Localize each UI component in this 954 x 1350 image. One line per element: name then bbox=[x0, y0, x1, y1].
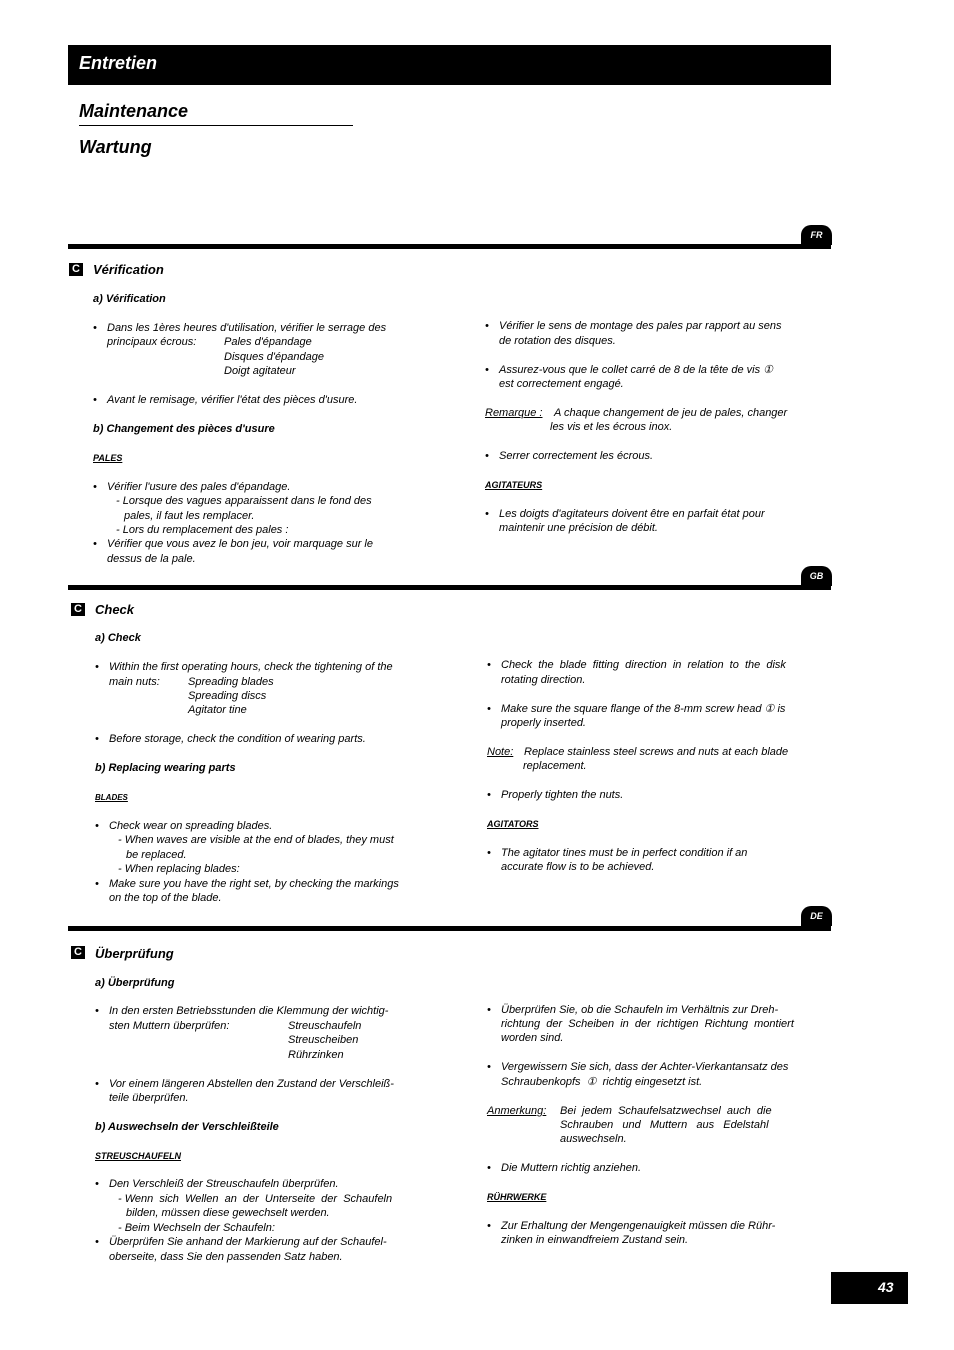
text-line: accurate flow is to be achieved. bbox=[501, 861, 655, 873]
bullet: • bbox=[95, 1178, 99, 1190]
text-line: principaux écrous: bbox=[107, 336, 197, 348]
section-title-gb: Check bbox=[95, 602, 135, 617]
text-line: Schrauben und Muttern aus Edelstahl bbox=[560, 1119, 769, 1131]
bullet: • bbox=[487, 1061, 491, 1073]
text-line: est correctement engagé. bbox=[499, 378, 624, 390]
text-line: properly inserted. bbox=[501, 717, 586, 729]
bullet: • bbox=[485, 320, 489, 332]
text-line: Dans les 1ères heures d'utilisation, vérifier le serrage des bbox=[107, 322, 387, 334]
list-item: Pales d'épandage bbox=[224, 336, 312, 348]
text-line: Within the first operating hours, check the tightening of the bbox=[109, 661, 393, 673]
figure-letter-badge: C bbox=[69, 263, 83, 276]
list-item: Rührzinken bbox=[288, 1049, 344, 1061]
small-caps-heading: STREUSCHAUFELN bbox=[95, 1151, 182, 1161]
bullet: • bbox=[485, 508, 489, 520]
list-item: Spreading discs bbox=[188, 690, 267, 702]
text-line: sten Muttern überprüfen: bbox=[109, 1020, 230, 1032]
small-caps-heading: PALES bbox=[93, 453, 123, 463]
text-line: Zur Erhaltung der Mengengenauigkeit müssen die Rühr- bbox=[501, 1220, 776, 1232]
text-line: Assurez-vous que le collet carré de 8 de la tête de vis ① bbox=[499, 364, 774, 376]
section-title-de: Überprüfung bbox=[95, 946, 174, 961]
language-tab-gb: GB bbox=[801, 566, 832, 586]
small-caps-heading: RÜHRWERKE bbox=[487, 1192, 547, 1202]
small-caps-heading: AGITATEURS bbox=[485, 480, 543, 490]
text-line: Les doigts d'agitateurs doivent être en parfait état pour bbox=[499, 508, 765, 520]
text-line: Vor einem längeren Abstellen den Zustand der Verschleiß- bbox=[109, 1078, 394, 1090]
text-line: In den ersten Betriebsstunden die Klemmung der wichtig- bbox=[109, 1005, 389, 1017]
subheading: b) Changement des pièces d'usure bbox=[93, 423, 275, 435]
bullet: • bbox=[487, 659, 491, 671]
text-line: rotating direction. bbox=[501, 674, 586, 686]
list-item: Agitator tine bbox=[188, 704, 247, 716]
bullet: • bbox=[93, 394, 97, 406]
list-item: Streuscheiben bbox=[288, 1034, 359, 1046]
text-line: Replace stainless steel screws and nuts at each blade bbox=[524, 746, 789, 758]
text-line: Die Muttern richtig anziehen. bbox=[501, 1162, 642, 1174]
text-line: Vérifier l'usure des pales d'épandage. bbox=[107, 481, 291, 493]
subheading: a) Check bbox=[95, 632, 141, 644]
bullet: • bbox=[93, 322, 97, 334]
text-line: Überprüfen Sie anhand der Markierung auf der Schaufel- bbox=[109, 1236, 387, 1248]
list-item: Spreading blades bbox=[188, 676, 274, 688]
text-line: Serrer correctement les écrous. bbox=[499, 450, 654, 462]
text-line: replacement. bbox=[523, 760, 587, 772]
bullet: • bbox=[487, 1162, 491, 1174]
section-divider-fr bbox=[68, 244, 831, 249]
text-line: maintenir une précision de débit. bbox=[499, 522, 658, 534]
text-line: Den Verschleiß der Streuschaufeln überprüfen. bbox=[109, 1178, 339, 1190]
note-label: Anmerkung: bbox=[487, 1105, 547, 1117]
text-line: The agitator tines must be in perfect condition if an bbox=[501, 847, 748, 859]
text-line: richtung der Scheiben in der richtigen Richtung montiert bbox=[501, 1018, 794, 1030]
text-line: Check wear on spreading blades. bbox=[109, 820, 273, 832]
header-bar bbox=[68, 45, 831, 85]
text-line: A chaque changement de jeu de pales, changer bbox=[554, 407, 788, 419]
list-item: Doigt agitateur bbox=[224, 365, 296, 377]
subheading: b) Auswechseln der Verschleißteile bbox=[95, 1121, 279, 1133]
bullet: • bbox=[487, 789, 491, 801]
text-line: auswechseln. bbox=[560, 1133, 627, 1145]
text-line: dessus de la pale. bbox=[107, 553, 196, 565]
small-caps-heading: BLADES bbox=[95, 793, 128, 802]
text-line: les vis et les écrous inox. bbox=[550, 421, 673, 433]
bullet: • bbox=[95, 1005, 99, 1017]
text-line: on the top of the blade. bbox=[109, 892, 222, 904]
section-title-fr: Vérification bbox=[93, 262, 164, 277]
bullet: • bbox=[93, 481, 97, 493]
text-line: Check the blade fitting direction in relation to the disk bbox=[501, 659, 786, 671]
list-item: Streuschaufeln bbox=[288, 1020, 362, 1032]
text-line: - Beim Wechseln der Schaufeln: bbox=[118, 1222, 275, 1234]
subtitle-gb: Maintenance bbox=[79, 101, 189, 121]
text-line: Make sure you have the right set, by checking the markings bbox=[109, 878, 399, 890]
bullet: • bbox=[95, 733, 99, 745]
text-line: Make sure the square flange of the 8-mm screw head ① is bbox=[501, 703, 786, 715]
note-label: Note: bbox=[487, 746, 514, 758]
text-line: de rotation des disques. bbox=[499, 335, 616, 347]
text-line: bilden, müssen diese gewechselt werden. bbox=[126, 1207, 330, 1219]
bullet: • bbox=[487, 1004, 491, 1016]
text-line: Vérifier que vous avez le bon jeu, voir marquage sur le bbox=[107, 538, 373, 550]
bullet: • bbox=[95, 1236, 99, 1248]
bullet: • bbox=[95, 1078, 99, 1090]
text-line: Bei jedem Schaufelsatzwechsel auch die bbox=[560, 1105, 772, 1117]
text-line: zinken in einwandfreiem Zustand sein. bbox=[501, 1234, 689, 1246]
language-tab-fr: FR bbox=[801, 225, 832, 245]
text-line: Properly tighten the nuts. bbox=[501, 789, 624, 801]
bullet: • bbox=[95, 878, 99, 890]
subheading: a) Überprüfung bbox=[95, 977, 175, 989]
bullet: • bbox=[487, 1220, 491, 1232]
small-caps-heading: AGITATORS bbox=[487, 819, 539, 829]
bullet: • bbox=[487, 703, 491, 715]
language-tab-de: DE bbox=[801, 906, 832, 926]
text-line: Vérifier le sens de montage des pales par rapport au sens bbox=[499, 320, 782, 332]
text-line: oberseite, dass Sie den passenden Satz haben. bbox=[109, 1251, 343, 1263]
page-number-box bbox=[831, 1272, 908, 1304]
subtitle-de: Wartung bbox=[79, 137, 152, 157]
bullet: • bbox=[95, 661, 99, 673]
subheading: a) Vérification bbox=[93, 293, 166, 305]
text-line: be replaced. bbox=[126, 849, 187, 861]
text-line: Schraubenkopfs ① richtig eingesetzt ist. bbox=[501, 1076, 703, 1088]
text-line: Before storage, check the condition of wearing parts. bbox=[109, 733, 366, 745]
figure-letter-badge: C bbox=[71, 603, 85, 616]
page-number: 43 bbox=[878, 1279, 894, 1295]
note-label: Remarque : bbox=[485, 407, 543, 419]
text-line: - When waves are visible at the end of blades, they must bbox=[118, 834, 394, 846]
text-line: pales, il faut les remplacer. bbox=[124, 510, 255, 522]
bullet: • bbox=[93, 538, 97, 550]
text-line: worden sind. bbox=[501, 1032, 564, 1044]
text-line: - Wenn sich Wellen an der Unterseite der Schaufeln bbox=[118, 1193, 393, 1205]
bullet: • bbox=[487, 847, 491, 859]
subtitle-divider bbox=[79, 125, 353, 126]
list-item: Disques d'épandage bbox=[224, 351, 324, 363]
bullet: • bbox=[485, 364, 489, 376]
figure-letter-badge: C bbox=[71, 946, 85, 959]
text-line: Überprüfen Sie, ob die Schaufeln im Verhältnis zur Dreh- bbox=[501, 1004, 779, 1016]
text-line: - When replacing blades: bbox=[118, 863, 240, 875]
bullet: • bbox=[485, 450, 489, 462]
subheading: b) Replacing wearing parts bbox=[95, 762, 236, 774]
bullet: • bbox=[95, 820, 99, 832]
text-line: - Lors du remplacement des pales : bbox=[116, 524, 289, 536]
text-line: - Lorsque des vagues apparaissent dans le fond des bbox=[116, 495, 372, 507]
section-divider-de bbox=[68, 926, 831, 931]
text-line: teile überprüfen. bbox=[109, 1092, 189, 1104]
text-line: Vergewissern Sie sich, dass der Achter-Vierkantansatz des bbox=[501, 1061, 789, 1073]
page-title: Entretien bbox=[79, 53, 158, 73]
text-line: main nuts: bbox=[109, 676, 160, 688]
section-divider-gb bbox=[68, 585, 831, 590]
text-line: Avant le remisage, vérifier l'état des pièces d'usure. bbox=[107, 394, 358, 406]
